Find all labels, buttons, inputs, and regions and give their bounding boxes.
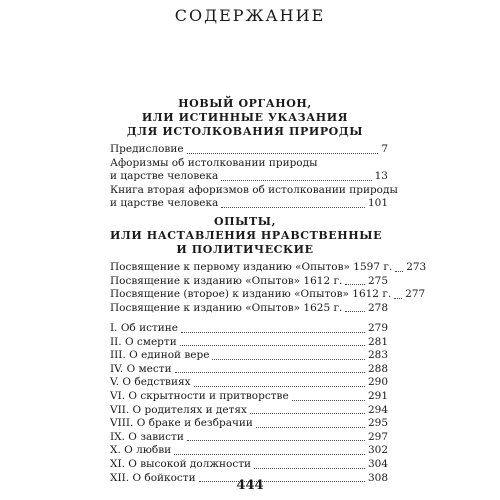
dot-leader: [212, 359, 364, 360]
dot-leader: [345, 311, 365, 312]
dot-leader: [345, 284, 365, 285]
toc-entry[interactable]: [110, 404, 388, 418]
toc-entry-page: 294: [367, 403, 388, 416]
section2-title: [110, 215, 383, 257]
toc-entry-page: 295: [367, 417, 388, 430]
section2-title-line: И ПОЛИТИЧЕСКИЕ: [176, 243, 314, 256]
dot-leader: [395, 271, 403, 272]
toc-entry-label: Посвящение к изданию «Опытов» 1612 г.: [110, 274, 343, 287]
section1-title: [110, 97, 380, 139]
toc-entry[interactable]: [110, 363, 388, 377]
toc-entry-page: 308: [367, 471, 388, 484]
toc-entry[interactable]: [110, 302, 388, 316]
dot-leader: [250, 413, 365, 414]
toc-entry-label: XI. О высокой должности: [110, 457, 252, 470]
page-number: 444: [236, 478, 264, 493]
toc-entry-label: IX. О зависти: [110, 430, 184, 443]
toc-entry-page: 101: [367, 197, 388, 210]
dot-leader: [174, 454, 365, 455]
toc-entry[interactable]: [110, 417, 388, 431]
dot-leader: [394, 298, 402, 299]
dot-leader: [187, 153, 379, 154]
toc-entry[interactable]: [110, 261, 427, 275]
toc-entry[interactable]: [110, 390, 388, 404]
dot-leader: [221, 207, 365, 208]
toc-entry[interactable]: [110, 431, 388, 445]
toc-entry-page: 304: [367, 457, 388, 470]
dot-leader: [175, 372, 365, 373]
dot-leader: [221, 180, 371, 181]
toc-entry-label: I. Об истине: [110, 322, 178, 334]
dot-leader: [256, 427, 365, 428]
toc-entry[interactable]: [110, 143, 388, 157]
toc-entry-label: и царстве человека: [110, 197, 219, 210]
essays-toc: [110, 322, 388, 485]
dot-leader: [180, 345, 365, 346]
dedications-toc: [110, 261, 427, 315]
dot-leader: [181, 332, 365, 333]
toc-entry-label: VI. О скрытности и притворстве: [110, 389, 289, 402]
toc-entry-page: 281: [367, 335, 388, 348]
section1-title-line: НОВЫЙ ОРГАНОН,: [178, 97, 312, 110]
section2-title-line: ИЛИ НАСТАВЛЕНИЯ НРАВСТВЕННЫЕ: [110, 229, 383, 242]
toc-entry-label: Афоризмы об истолковании природы: [110, 156, 318, 169]
toc-entry-label: VII. О родителях и детях: [110, 403, 247, 416]
toc-entry-label: II. О смерти: [110, 335, 177, 348]
dot-leader: [187, 440, 365, 441]
dot-leader: [254, 468, 365, 469]
toc-entry-page: 297: [367, 430, 388, 443]
dot-leader: [194, 386, 365, 387]
toc-entry-page: 275: [367, 274, 388, 287]
toc-entry-page: 283: [367, 349, 388, 362]
toc-entry-page: 291: [367, 389, 388, 402]
dot-leader: [292, 400, 365, 401]
toc-entry[interactable]: [110, 275, 388, 289]
toc-entry-label: III. О единой вере: [110, 349, 210, 362]
toc-entry[interactable]: [110, 288, 426, 302]
toc-entry-label: Посвящение (второе) к изданию «Опытов» 1612 г.: [110, 288, 392, 301]
toc-entry-label: VIII. О браке и безбрачии: [110, 417, 253, 430]
toc-entry-page: 288: [367, 362, 388, 375]
section1-toc: [110, 143, 398, 211]
toc-entry[interactable]: [110, 376, 388, 390]
toc-entry[interactable]: [110, 183, 398, 211]
section1-title-line: ИЛИ ИСТИННЫЕ УКАЗАНИЯ: [141, 111, 349, 124]
page-title: СОДЕРЖАНИЕ: [174, 6, 326, 25]
toc-entry-page: 278: [367, 301, 388, 314]
toc-entry-label: IV. О мести: [110, 362, 172, 375]
toc-entry-page: 302: [367, 444, 388, 457]
toc-entry[interactable]: [110, 157, 388, 184]
toc-entry[interactable]: [110, 444, 388, 458]
toc-entry[interactable]: [110, 458, 388, 472]
toc-entry-page: 273: [406, 261, 427, 273]
toc-entry-label: Предисловие: [110, 143, 184, 155]
toc-entry-label: V. О бедствиях: [110, 376, 191, 389]
toc-entry[interactable]: [110, 322, 388, 336]
toc-entry-page: 13: [374, 170, 388, 183]
toc-entry-page: 290: [367, 376, 388, 389]
toc-entry[interactable]: [110, 336, 388, 350]
toc-entry-page: 277: [405, 288, 426, 301]
toc-entry-label: Посвящение к изданию «Опытов» 1625 г.: [110, 301, 343, 314]
toc-entry-label: и царстве человека: [110, 170, 219, 183]
toc-entry-label: Посвящение к первому изданию «Опытов» 1597 г.: [110, 261, 393, 273]
section2-title-line: ОПЫТЫ,: [213, 215, 277, 228]
toc-entry-label: X. О любви: [110, 444, 172, 457]
toc-entry-label: Книга вторая афоризмов об истолковании природы: [110, 183, 398, 196]
toc-entry[interactable]: [110, 349, 388, 363]
toc-entry-label: XII. О бойкости: [110, 471, 196, 484]
toc-entry-page: 279: [367, 322, 388, 334]
toc-entry-page: 7: [381, 143, 388, 155]
section1-title-line: ДЛЯ ИСТОЛКОВАНИЯ ПРИРОДЫ: [126, 125, 364, 138]
